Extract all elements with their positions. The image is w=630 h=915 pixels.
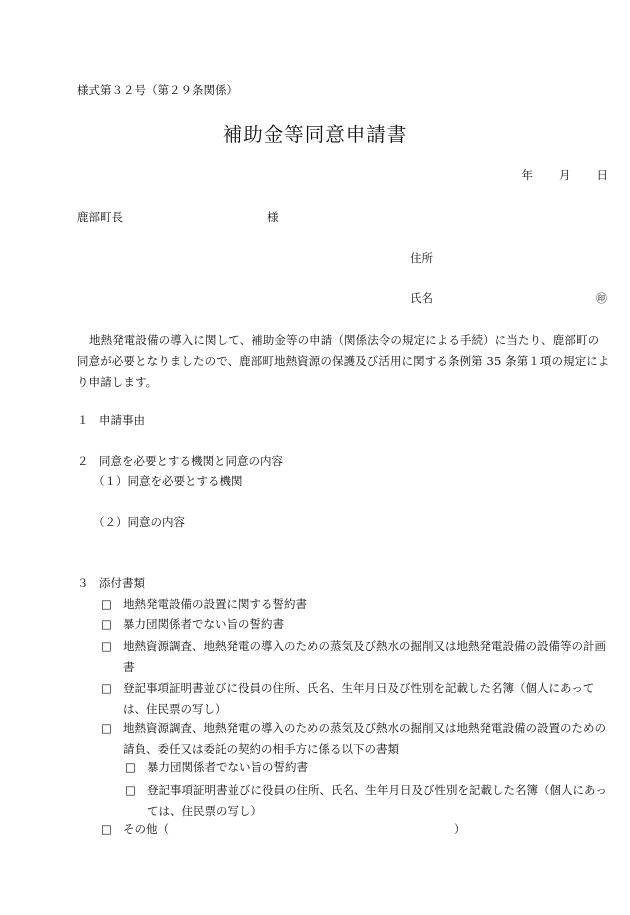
body-paragraph: 地熱発電設備の導入に関して、補助金等の申請（関係法令の規定による手続）に当たり、鹿部町の同意が必要となりましたので、鹿部町地熱資源の保護及び活用に関する条例第 35 条第１項の規定により申請します。 xyxy=(77,333,610,389)
honorific: 様 xyxy=(267,210,279,224)
attachment-label: 地熱発電設備の設置に関する誓約書 xyxy=(123,597,307,611)
checkbox-icon[interactable]: □ xyxy=(101,681,112,695)
attachment-label: 地熱資源調査、地熱発電の導入のための蒸気及び熱水の掘削又は地熱発電設備の設備等の計画書 xyxy=(123,639,606,674)
date-line xyxy=(496,167,609,183)
checkbox-icon[interactable]: □ xyxy=(125,760,136,774)
attachment-item xyxy=(101,616,284,632)
other-close-paren: ） xyxy=(454,822,466,836)
section-number: １ xyxy=(77,413,89,427)
addressee: 鹿部町長 xyxy=(77,210,123,224)
checkbox-icon[interactable]: □ xyxy=(101,639,112,653)
attachment-item xyxy=(101,596,307,612)
subsection-2: （２）同意の内容 xyxy=(93,515,185,529)
attachment-subitem xyxy=(125,780,611,822)
attachment-label: 登記事項証明書並びに役員の住所、氏名、生年月日及び性別を記載した名簿（個人にあっては、住民票の写し） xyxy=(147,783,607,818)
attachment-label: 暴力団関係者でない旨の誓約書 xyxy=(123,617,284,631)
attachment-item xyxy=(101,718,611,760)
checkbox-icon[interactable]: □ xyxy=(101,597,112,611)
section-3 xyxy=(77,575,145,591)
section-1 xyxy=(77,412,145,428)
section-title: 添付書類 xyxy=(99,576,145,590)
checkbox-icon[interactable]: □ xyxy=(101,721,112,735)
attachment-item xyxy=(101,636,611,678)
section-title: 申請事由 xyxy=(99,413,145,427)
checkbox-icon[interactable]: □ xyxy=(101,617,112,631)
seal-mark: ㊞ xyxy=(596,292,607,305)
attachment-other xyxy=(101,821,169,837)
checkbox-icon[interactable]: □ xyxy=(125,783,136,797)
date-day: 日 xyxy=(596,168,608,182)
attachment-label: 地熱資源調査、地熱発電の導入のための蒸気及び熱水の掘削又は地熱発電設備の設置のための請負、委任又は委託の契約の相手方に係る以下の書類 xyxy=(123,721,606,756)
attachment-item xyxy=(101,678,611,720)
attachment-subitem xyxy=(125,759,308,775)
address-label: 住所 xyxy=(410,251,433,265)
name-label: 氏名 xyxy=(410,291,433,305)
attachment-label: 登記事項証明書並びに役員の住所、氏名、生年月日及び性別を記載した名簿（個人にあっては、住民票の写し） xyxy=(123,681,595,716)
other-label: その他（ xyxy=(123,822,169,836)
document-title: 補助金等同意申請書 xyxy=(222,123,408,146)
section-number: ３ xyxy=(77,576,89,590)
section-2 xyxy=(77,453,283,469)
section-number: ２ xyxy=(77,454,89,468)
checkbox-icon[interactable]: □ xyxy=(101,822,112,836)
attachment-label: 暴力団関係者でない旨の誓約書 xyxy=(147,760,308,774)
section-title: 同意を必要とする機関と同意の内容 xyxy=(99,454,283,468)
subsection-1: （１）同意を必要とする機関 xyxy=(93,474,243,488)
date-year: 年 xyxy=(521,168,533,182)
date-month: 月 xyxy=(559,168,571,182)
form-number: 様式第３２号（第２９条関係） xyxy=(77,83,238,97)
